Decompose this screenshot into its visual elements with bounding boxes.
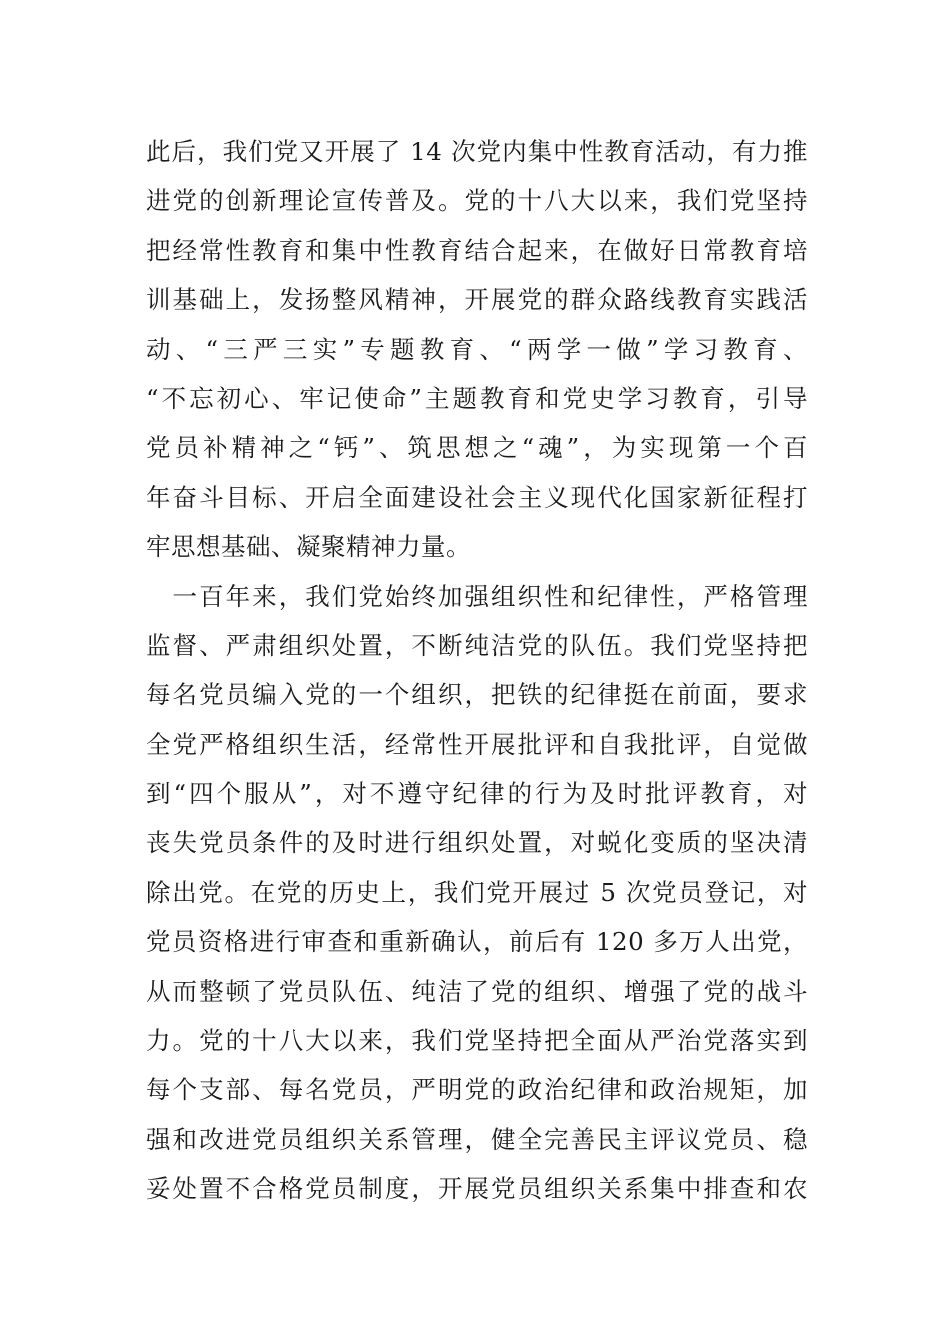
text-line: 除出党。在党的历史上，我们党开展过 5 次党员登记，对 — [146, 877, 808, 907]
text-line: 从而整顿了党员队伍、纯洁了党的组织、增强了党的战斗 — [146, 976, 808, 1006]
text-line: 到“四个服从”，对不遵守纪律的行为及时批评教育，对 — [146, 779, 808, 809]
text-line: 丧失党员条件的及时进行组织处置，对蜕化变质的坚决清 — [146, 828, 808, 858]
text-line: 动、“三严三实”专题教育、“两学一做”学习教育、 — [146, 334, 808, 364]
text-line: 党员补精神之“钙”、筑思想之“魂”，为实现第一个百 — [146, 433, 808, 463]
text-line: 监督、严肃组织处置，不断纯洁党的队伍。我们党坚持把 — [146, 630, 808, 660]
text-line: 训基础上，发扬整风精神，开展党的群众路线教育实践活 — [146, 285, 808, 315]
text-line: 全党严格组织生活，经常性开展批评和自我批评，自觉做 — [146, 729, 808, 759]
text-line: 强和改进党员组织关系管理，健全完善民主评议党员、稳 — [146, 1124, 808, 1154]
text-line: 党员资格进行审查和重新确认，前后有 120 多万人出党， — [146, 927, 808, 957]
text-line: 每名党员编入党的一个组织，把铁的纪律挺在前面，要求 — [146, 680, 808, 710]
text-line: 牢思想基础、凝聚精神力量。 — [146, 532, 471, 562]
text-line: 力。党的十八大以来，我们党坚持把全面从严治党落实到 — [146, 1026, 808, 1056]
text-line: 此后，我们党又开展了 14 次党内集中性教育活动，有力推 — [146, 137, 808, 166]
text-line: 每个支部、每名党员，严明党的政治纪律和政治规矩，加 — [146, 1075, 808, 1105]
body-text — [146, 127, 808, 1214]
text-line: 妥处置不合格党员制度，开展党员组织关系集中排查和农 — [146, 1174, 808, 1204]
paragraph-1 — [146, 127, 808, 572]
text-line: 年奋斗目标、开启全面建设社会主义现代化国家新征程打 — [146, 482, 808, 512]
text-line: 一百年来，我们党始终加强组织性和纪律性，严格管理 — [146, 581, 808, 611]
text-line: 进党的创新理论宣传普及。党的十八大以来，我们党坚持 — [146, 186, 808, 216]
text-line: “不忘初心、牢记使命”主题教育和党史学习教育，引导 — [146, 383, 808, 413]
text-line: 把经常性教育和集中性教育结合起来，在做好日常教育培 — [146, 235, 808, 265]
paragraph-2 — [146, 572, 808, 1214]
